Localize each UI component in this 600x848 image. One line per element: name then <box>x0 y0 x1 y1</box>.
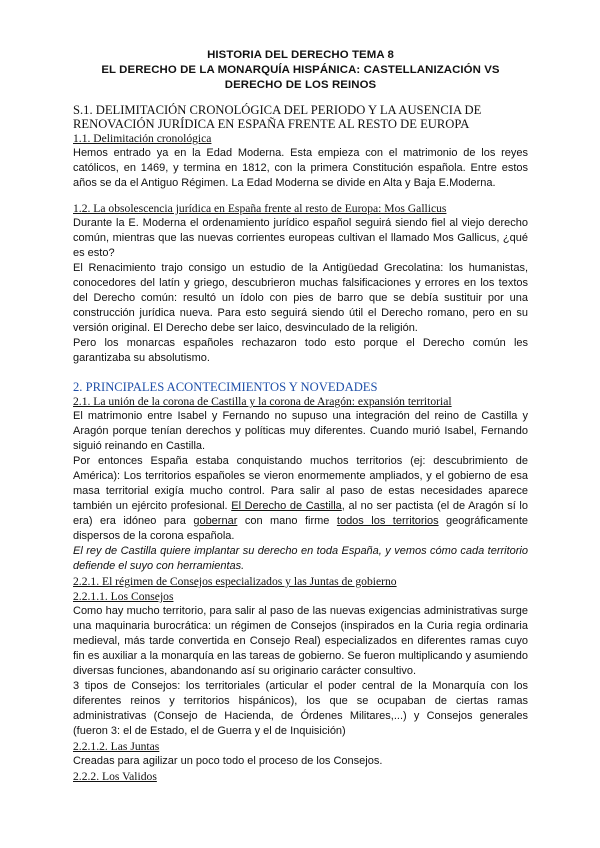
title-line-2: EL DERECHO DE LA MONARQUÍA HISPÁNICA: CASTELLANIZACIÓN VS DERECHO DE LOS REINOS <box>101 64 500 91</box>
paragraph: Creadas para agilizar un poco todo el proceso de los Consejos. <box>73 755 383 767</box>
underlined-phrase: El Derecho de Castilla <box>231 500 342 512</box>
section-2-heading: 2. PRINCIPALES ACONTECIMIENTOS Y NOVEDADES <box>73 380 378 394</box>
subsection-2-2-1-2-heading: 2.2.1.2. Las Juntas <box>73 740 160 753</box>
italic-paragraph: El rey de Castilla quiere implantar su derecho en toda España, y vemos cómo cada territorio defiende el suyo con herramientas. <box>73 545 528 572</box>
subsection-2-2-2-heading: 2.2.2. Los Validos <box>73 770 157 783</box>
subsection-2-1-heading: 2.1. La unión de la corona de Castilla y la corona de Aragón: expansión territorial <box>73 395 452 408</box>
subsection-1-2-heading: 1.2. La obsolescencia jurídica en España frente al resto de Europa: Mos Gallicus <box>73 202 447 215</box>
paragraph: 3 tipos de Consejos: los territoriales (articular el poder central de la Monarquía con los diferentes reinos y territorios hispánicos), los que se ocupaban de ciertas ramas administrativas (Consejo de Hacienda, de Órdenes Militares,...) y Consejos generales (fueron 3: el de Estado, el de Guerra y el de Inquisición) <box>73 680 528 737</box>
document-title <box>73 48 528 93</box>
subsection-2-2-1-1-heading: 2.2.1.1. Los Consejos <box>73 590 174 603</box>
subsection-2-2-1-heading: 2.2.1. El régimen de Consejos especializados y las Juntas de gobierno <box>73 575 397 588</box>
paragraph: Como hay mucho territorio, para salir al paso de las nuevas exigencias administrativas surge una maquinaria burocrática: un régimen de Consejos (inspirados en la Curia regia ordinaria medieval, más tarde convertida en Consejo Real) especializados en diferentes ramas cuyo fin es auxiliar a la monarquía en las tareas de gobierno. Se fueron multiplicando y asumiendo diversas funciones, abandonando así su originario carácter consultivo. <box>73 605 528 677</box>
section-1-heading: S.1. DELIMITACIÓN CRONOLÓGICA DEL PERIODO Y LA AUSENCIA DE RENOVACIÓN JURÍDICA EN ESPAÑA FRENTE AL RESTO DE EUROPA <box>73 103 482 131</box>
underlined-phrase: gobernar <box>193 515 238 527</box>
document-content <box>73 48 528 784</box>
paragraph: El matrimonio entre Isabel y Fernando no supuso una integración del reino de Castilla y Aragón porque tenían derechos y políticas muy diferentes. Cuando murió Isabel, Fernando siguió reinando en Castilla. <box>73 410 528 452</box>
paragraph: Durante la E. Moderna el ordenamiento jurídico español seguirá siendo fiel al viejo derecho común, mientras que las nuevas corrientes europeas cultivan el llamado Mos Gallicus, ¿qué es esto? <box>73 217 528 259</box>
paragraph: Hemos entrado ya en la Edad Moderna. Esta empieza con el matrimonio de los reyes católicos, en 1469, y termina en 1812, con la primera Constitución española. Entre estos años se da el Antiguo Régimen. La Edad Moderna se divide en Alta y Baja E.Moderna. <box>73 147 528 189</box>
subsection-1-1-heading: 1.1. Delimitación cronológica <box>73 132 212 145</box>
underlined-phrase: todos los territorios <box>336 515 439 527</box>
paragraph: Pero los monarcas españoles rechazaron todo esto porque el Derecho común les garantizaba su absolutismo. <box>73 337 528 364</box>
title-line-1: HISTORIA DEL DERECHO TEMA 8 <box>207 49 394 61</box>
paragraph: El Renacimiento trajo consigo un estudio de la Antigüedad Grecolatina: los humanistas, conocedores del latín y griego, descubrieron muchas falsificaciones y errores en los textos del Derecho común: resultó un ídolo con pies de barro que se debía sustituir por una construcción jurídica nueva. Para esto seguirá siendo útil el Derecho romano, pero en su versión original. El Derecho debe ser laico, desvinculado de la religión. <box>73 262 528 334</box>
paragraph: Por entonces España estaba conquistando muchos territorios (ej: descubrimiento de América): Los territorios españoles se vieron enormemente ampliados, y el gobierno de esa masa territorial exigía mucho control. Para salir al paso de estas necesidades aparece también un ejército profesional. El Derecho de Castilla, al no ser pactista (el de Aragón sí lo era) era idóneo para gobernar con mano firme todos los territorios geográficamente dispersos de la corona española. <box>73 455 529 542</box>
